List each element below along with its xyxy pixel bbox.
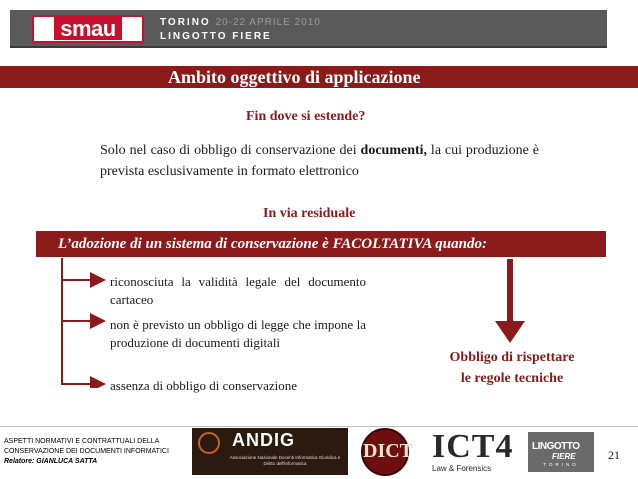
slide-title-bar	[0, 66, 638, 88]
scope-question: Fin dove si estende?	[246, 109, 366, 124]
andig-logo: ANDIG Associazione Nazionale Docenti Informatica Giuridica e Diritto dell'Informatica	[192, 428, 348, 475]
andig-emblem-icon	[198, 432, 220, 454]
smau-logo: smau	[32, 15, 144, 43]
event-venue: LINGOTTO FIERE	[160, 31, 272, 42]
speaker-name: Relatore: GIANLUCA SATTA	[4, 458, 98, 465]
event-city-dates	[160, 17, 321, 28]
bracket-arrows	[58, 258, 110, 388]
event-city: TORINO	[160, 17, 211, 28]
scope-paragraph: Solo nel caso di obbligo di conservazione dei documenti, la cui produzione è prevista esclusivamente in formato elettronico	[100, 143, 539, 179]
footer-divider	[0, 426, 638, 427]
case-item: assenza di obbligo di conservazione	[110, 378, 297, 393]
slide-title: Ambito oggettivo di applicazione	[168, 67, 421, 87]
case-item: riconosciuta la validità legale del documento cartaceo	[110, 274, 366, 307]
event-dates: 20-22 APRILE 2010	[215, 17, 321, 28]
optional-adoption-band: L’adozione di un sistema di conservazione è FACOLTATIVA quando:	[36, 231, 606, 257]
lingotto-fiere-logo: LINGOTTO FIERE TORINO	[528, 432, 594, 472]
page-number: 21	[608, 448, 620, 462]
ict4-logo: ICT4 Law & Forensics	[432, 428, 514, 473]
event-banner	[10, 10, 607, 48]
down-arrow-icon	[495, 259, 525, 345]
case-item: non è previsto un obbligo di legge che impone la produzione di documenti digitali	[110, 317, 366, 350]
dict-logo: DICT	[361, 428, 409, 476]
documents-emphasis: documenti,	[360, 143, 428, 158]
technical-rules-obligation: Obbligo di rispettare le regole tecniche	[449, 350, 575, 386]
residual-heading: In via residuale	[263, 206, 356, 221]
footer-caption: ASPETTI NORMATIVI E CONTRATTUALI DELLA CONSERVAZIONE DEI DOCUMENTI INFORMATICI Relatore: GIANLUCA SATTA	[4, 438, 169, 465]
